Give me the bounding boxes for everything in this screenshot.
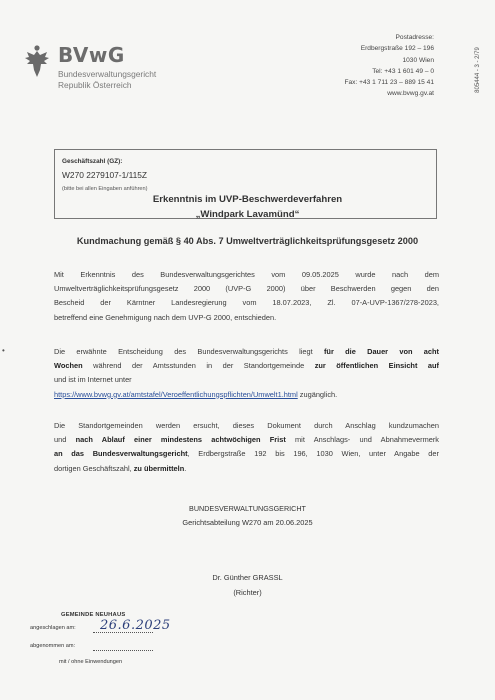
case-number-note: (bitte bei allen Eingaben anführen) <box>62 186 148 192</box>
brand-subtitle-line2: Republik Österreich <box>58 80 132 90</box>
text-run: dortigen Geschäftszahl, <box>54 463 134 473</box>
posted-date-handwritten: 26.6.2025 <box>100 618 171 633</box>
paragraph-line: Die Standortgemeinden werden ersucht, dieses Dokument durch Anschlag kundzumachen <box>54 421 439 430</box>
paragraph-line: Mit Erkenntnis des Bundesverwaltungsgerichtes vom 09.05.2025 wurde nach dem <box>54 270 439 279</box>
address-line: Erdbergstraße 192 – 196 <box>360 45 434 53</box>
postal-address <box>344 32 434 100</box>
announcement-heading: Kundmachung gemäß § 40 Abs. 7 Umweltverträglichkeitsprüfungsgesetz 2000 <box>76 236 419 246</box>
paragraph-line <box>54 462 439 476</box>
brand-subtitle-line1: Bundesverwaltungsgericht <box>58 69 157 79</box>
objections-label: mit / ohne Einwendungen <box>59 659 123 665</box>
paragraph-publication <box>54 345 439 402</box>
judge-role: (Richter) <box>233 588 262 597</box>
bold-run: für die Dauer von acht <box>323 347 439 356</box>
paragraph-line: Umweltverträglichkeitsprüfungsgesetz 2000 (UVP-G 2000) über Beschwerden gegen den <box>54 284 439 294</box>
bold-run: an das Bundesverwaltungsgericht <box>54 449 188 459</box>
brand-logo-text: BVwG <box>58 43 125 67</box>
bold-run: nach Ablauf einer mindestens achtwöchigen Frist <box>75 435 286 445</box>
address-line: Postadresse: <box>395 34 434 41</box>
side-reference-code <box>470 12 486 142</box>
removed-label: abgenommen am: <box>30 643 76 649</box>
address-line: 1030 Wien <box>402 56 434 64</box>
paragraph-request <box>54 419 439 476</box>
bold-run: Wochen <box>54 361 83 371</box>
bold-run: zur öffentlichen Einsicht auf <box>314 361 439 371</box>
court-division-date: Gerichtsabteilung W270 am 20.06.2025 <box>182 518 313 527</box>
case-number-label: Geschäftszahl (GZ): <box>62 158 123 165</box>
paragraph-decision <box>54 268 439 325</box>
paragraph-line <box>54 388 439 402</box>
paragraph-line <box>54 359 439 373</box>
text-run: während der Amtsstunden in der Standortgemeinde <box>82 361 315 371</box>
paragraph-line <box>54 345 439 359</box>
document-title: Erkenntnis im UVP-Beschwerdeverfahren <box>152 194 343 205</box>
stamp-title: GEMEINDE NEUHAUS <box>61 612 126 618</box>
text-run: mit Anschlags- und Abnahmevermerk <box>285 435 439 445</box>
paragraph-line <box>54 447 439 461</box>
publication-link[interactable]: https://www.bvwg.gv.at/amtstafel/Veroeffentlichungspflichten/Umwelt1.html <box>54 389 298 399</box>
eagle-emblem-icon <box>24 44 50 80</box>
removed-dotted-line <box>93 650 153 651</box>
project-title: „Windpark Lavamünd“ <box>195 209 300 220</box>
text-run: , Erdbergstraße 192 bis 196, 1030 Wien, unter Angabe der <box>187 449 439 459</box>
address-line: Fax: +43 1 711 23 – 889 15 41 <box>344 79 434 87</box>
posted-label: angeschlagen am: <box>30 625 76 631</box>
text-run: zugänglich. <box>297 389 338 399</box>
side-reference-text: 805444 - 3 - 2/79 <box>475 47 481 93</box>
text-run: und <box>54 435 76 445</box>
address-line: www.bvwg.gv.at <box>387 90 434 98</box>
address-line: Tel: +43 1 601 49 – 0 <box>372 67 434 75</box>
margin-mark: • <box>2 346 5 355</box>
text-run: . <box>184 463 187 473</box>
bold-run: zu übermitteln <box>133 463 185 473</box>
paragraph-line: und ist im Internet unter <box>54 375 132 385</box>
brand-subtitle <box>58 69 156 91</box>
paragraph-line: Bescheid der Kärntner Landesregierung vom 18.07.2023, Zl. 07-A-UVP-1367/278-2023, <box>54 298 439 308</box>
case-number: W270 2279107-1/115Z <box>62 170 148 180</box>
paragraph-line <box>54 433 439 447</box>
paragraph-line: betreffend eine Genehmigung nach dem UVP-G 2000, entschieden. <box>54 312 277 322</box>
court-name: BUNDESVERWALTUNGSGERICHT <box>189 504 306 513</box>
text-run: Die erwähnte Entscheidung des Bundesverwaltungsgerichts liegt <box>54 347 324 356</box>
judge-name: Dr. Günther GRASSL <box>212 573 283 582</box>
